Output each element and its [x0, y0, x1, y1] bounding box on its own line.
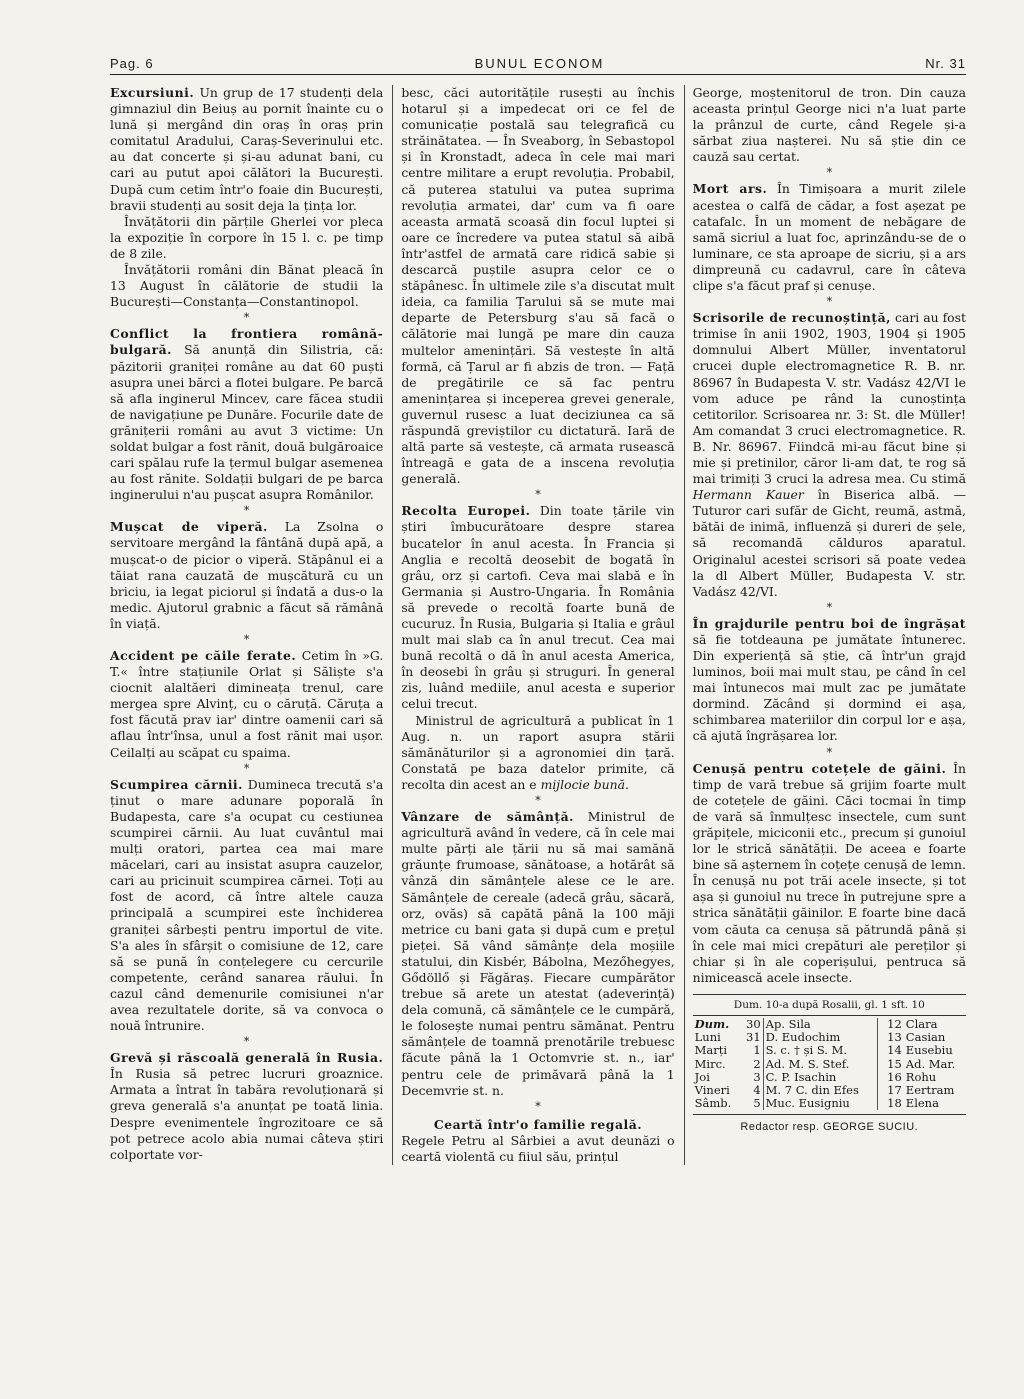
calendar-table [693, 1018, 966, 1110]
article-text: să fie totdeauna pe jumătate întunerec. Din experiență să știe, că într'un grajd luminos, boii mai mult stau, pe când în cel mai întunecos mai mult zac pe jumătate dormind. Zăcând și dormind ei așa, schimbarea materiilor din corpul lor e așa, că ajută îngrășarea lor. [692, 631, 966, 744]
article-heading: Conflict la frontiera română-bulgară. [110, 326, 384, 358]
columns [110, 85, 966, 1165]
article-greva [110, 1050, 383, 1163]
article-heading: Excursiuni. [110, 85, 195, 100]
separator-star: * [826, 295, 833, 309]
article-text: George, moștenitorul de tron. Din cauza aceasta prințul George nici n'a luat parte la prânzul de curte, când Regele și-a sărbat ziua nașterei. Nu să știe din ce cauză sau certat. [692, 85, 966, 165]
calendar-box [693, 994, 966, 1136]
calendar-cell-day: Dum. [694, 1016, 730, 1031]
calendar-cell-n1: 31 [737, 1031, 764, 1044]
calendar-cell-s2: Eusebiu [905, 1043, 953, 1058]
calendar-cell-s2: Clara [905, 1016, 938, 1031]
separator-star: * [826, 166, 833, 180]
article-scrisori [693, 310, 966, 600]
calendar-cell-day: Sâmb. [694, 1096, 732, 1111]
article-text: besc, căci autoritățile rusești au închis hotarul și a impedecat ori ce fel de comunicație postală sau telegrafică cu străinătatea. — În Sveaborg, în Sebastopol și în Kronstadt, adeca în cele mai mari centre militare a erupt revoluția. Probabil, că puterea statului va putea suprima revoluția armatei, dar' cum va fi oare aceasta armată scoasă din focul luptei și oare ce încredere va putea statul să aibă într'astfel de armată care ridică sabie și descarcă puștile asupra celor ce o stăpânesc. În ultimele zile s'a discutat mult ideia, ca familia Țarului să se mute mai departe de Petersburg s'au să facă o călătorie mai lungă pe mare din cauza multelor amenințări. Să vestește în altă formă, că Țarul ar fi abzis de tron. — Față de pregătirile ce să fac pentru amenințarea și inceperea grevei generale, guvernul rusesc a luat deciziunea ca să răspundă greviștilor cu dictatură. Iară de altă parte să vestește, că armata rusească întreagă e gata de a inscena revoluția generală. [401, 85, 675, 487]
column-1 [110, 85, 383, 1165]
calendar-cell-n1: 2 [737, 1058, 764, 1071]
article-recolta-2 [401, 713, 674, 793]
article-heading: Accident pe căile ferate. [110, 648, 297, 663]
calendar-cell-s1: C. P. Isachin [763, 1071, 877, 1084]
calendar-cell-n2: 15 [887, 1056, 902, 1071]
article-recolta [401, 503, 674, 712]
separator-star: * [243, 311, 250, 325]
article-heading: Recolta Europei. [401, 503, 531, 519]
page-number: Pag. 6 [110, 56, 154, 71]
issue-number: Nr. 31 [925, 56, 966, 71]
calendar-cell-s2: Eertram [905, 1082, 955, 1097]
calendar-cell-s1: S. c. † și S. M. [763, 1044, 877, 1057]
article-text: În Timișoara a murit zilele acestea o calfă de cădar, a fost așezat pe catafalc. În un moment de nebăgare de samă sicriul a luat foc, aprinzându-se de o luminare, ce sta aproape de sicriu, și a ars dimpreună cu cadavrul, care în câteva clipe s'a făcut praf și cenușe. [692, 181, 966, 294]
article-accident [110, 648, 383, 761]
calendar-cell-s1: M. 7 C. din Efes [763, 1084, 877, 1097]
calendar-row [693, 1058, 966, 1071]
calendar-cell-s2: Rohu [905, 1069, 937, 1084]
article-text: În timp de vară trebue să grijim foarte mult de cotețele de găini. Căci tocmai în timp de vară să înmulțesc insectele, cum sunt grăpițele, miciconii etc., precum și gunoiul lor le strică sănătății. De aceea e foarte bine să așternem în coțețe cenușă de lemn. În cenușă nu pot trăi acele insecte, și tot așa și gunoiul nu trece în putrejune spre a strica sănătății găinilor. E foarte bine dacă vom căuta ca cenușa să pătrundă până și în cele mai mici crepături ale pereților și chiar și în ale coperișului, pentruca să nimicească acele insecte. [692, 760, 966, 985]
calendar-row [693, 1097, 966, 1110]
article-vanzare [401, 809, 674, 1099]
calendar-cell-n1: 30 [737, 1018, 764, 1031]
separator-star: * [243, 1035, 250, 1049]
separator-star: * [535, 1099, 541, 1113]
calendar-cell-n2: 18 [887, 1096, 902, 1111]
calendar-cell-s2: Ad. Mar. [905, 1056, 956, 1071]
article-muscat [110, 519, 383, 632]
article-heading: Mușcat de viperă. [110, 519, 268, 535]
article-text: Învățătorii din părțile Gherlei vor pleca la expoziție în corpore în 15 l. c. pe timp de 8 zile. [110, 213, 384, 261]
article-text: cari au fost trimise în anii 1902, 1903, 1904 și 1905 domnului Albert Müller, inventatorul crucei duple electromagnetice R. B. nr. 86967 în Budapesta V. str. Vadász 42/VI le vom aduce pe rând la cunoștința cetitorilor. Scrisoarea nr. 3: St. dle Müller! Am comandat 3 cruci electromagnetice. R. B. Nr. 86967. Fiindcă mi-au făcut bine și mie și pretinilor, căror li-am dat, te rog să mai trimiți 3 cruci la adresa mea. Cu stimă [692, 310, 966, 487]
calendar-cell-day: Marți [694, 1043, 728, 1058]
article-heading: Vânzare de sămânță. [401, 809, 574, 825]
article-grajd [693, 616, 966, 745]
article-conflict [110, 326, 383, 503]
calendar-row [693, 1071, 966, 1084]
calendar-cell-s2: Casian [905, 1030, 946, 1045]
article-text: Regele Petru al Sârbiei a avut deunăzi o ceartă violentă cu fiiul său, prințul [401, 1132, 675, 1164]
calendar-cell-day: Joi [694, 1069, 710, 1084]
article-heading: Grevă și răscoală generală în Rusia. [110, 1050, 384, 1066]
calendar-cell-n1: 3 [737, 1071, 764, 1084]
article-emphasis: mijlocie bună. [540, 776, 629, 792]
column-2 [392, 85, 674, 1165]
article-text: Cetim în »G. T.« între stațiunile Orlat și Săliște s'a ciocnit alaltăeri dimineața trenul, care mergea spre Alvinț, cu o căruță. Căruța a fost făcută prav iar' dintre oamenii cari să aflau într'însa, unul a fost rănit mai ușor. Ceilalți au scăpat cu spaima. [110, 648, 384, 760]
calendar-caption: Dum. 10-a după Rosalii, gl. 1 sft. 10 [693, 997, 966, 1016]
article-text: Ministrul de agricultură având în vedere, că în cele mai multe părți ale țării nu să mai samănă grăunțe frumoase, sănătoase, a hotărât să vânză din sămânțele alese ce le are. Sămânțele de cereale (adecă grâu, săcară, orz, ovăs) să capătă până la 100 măji metrice cu bani gata și după cum e prețul pieței. Să vând sămânțe dela moșiile statului, din Kisbér, Bábolna, Mezőhegyes, Gődöllő și Făgăraș. Fiecare cumpărător trebue să arete un atestat (adeverință) dela comună, că sămânțele ce le cumpără, le folosește numai pentru sămănat. Pentru sămânțele de toamnă prenotările trebuesc făcute până la 1 Octomvrie st. n., iar' pentru cele de primăvară până la 1 Decemvrie st. n. [401, 809, 675, 1098]
article-text: în Biserica albă. — Tuturor cari sufăr de Gicht, reumă, astmă, bătăi de inimă, influenză și dureri de șele, să recomandă călduros aparatul. Originalul acestei scrisori să poate vedea la dl Albert Müller, Budapesta V. str. Vadász 42/VI. [692, 487, 966, 599]
article-heading: Ceartă într'o familie regală. [433, 1116, 643, 1132]
calendar-cell-n2: 12 [887, 1016, 902, 1031]
article-text: Să anunță din Silistria, că: păzitorii graniței române au dat 60 puști asupra unei bărci a flotei bulgare. Pe barcă să afla inginerul Mincev, care făcea studii de navigațiune pe Dunăre. Focurile date de grănițerii români au avut 3 victime: Un soldat bulgar a fost rănit, două bulgăroaice cari spălau rufe la țermul bulgar asemenea au fost rănite. Soldații bulgari de pe barca inginerului n'au pușcat asupra Românilor. [110, 342, 384, 503]
calendar-cell-n2: 13 [887, 1030, 902, 1045]
article-heading: În grajdurile pentru boi de îngrășat [692, 615, 966, 631]
calendar-cell-s2: Elena [905, 1096, 939, 1111]
separator-star: * [243, 761, 250, 775]
separator-star: * [535, 488, 541, 502]
article-mort [693, 181, 966, 294]
article-text: Un grup de 17 studenți dela gimnaziul din Beiuș au pornit înainte cu o lună și mergând din oraș în oraș prin comitatul Aradului, Caraș-Severinului etc. au dat concerte și și-au adunat bani, cu cari au putut apoi călători la București. După cum cetim într'o foaie din București, bravii studenți au sosit deja la țința lor. [110, 85, 384, 213]
calendar-row [693, 1044, 966, 1057]
article-text: Din toate țările vin știri îmbucurătoare despre starea bucatelor în anul acesta. În Francia și Anglia e recoltă deosebit de bogată în grâu, orz și cartofi. Ceva mai slabă e în Germania și Austro-Ungaria. În România să prevede o recoltă foarte bună de cucuruz. În Rusia, Bulgaria și Italia e grâul mult mai slab ca în anul trecut. Cea mai bună recoltă o dă în anul acesta America, în deosebi în grâu și struguri. În general zis, luând mediile, anul acesta e superior celui trecut. [401, 503, 675, 712]
calendar-cell-n1: 4 [737, 1084, 764, 1097]
article-cenusa [693, 761, 966, 986]
calendar-cell-s1: Ad. M. S. Stef. [763, 1058, 877, 1071]
calendar-cell-day: Vineri [694, 1082, 730, 1097]
article-scumpirea [110, 777, 383, 1035]
separator-star: * [243, 633, 250, 646]
separator-star: * [535, 794, 541, 808]
separator-star: * [826, 600, 833, 614]
calendar-cell-s1: D. Eudochim [763, 1031, 877, 1044]
article-heading: Mort ars. [692, 181, 768, 197]
article-heading: Cenușă pentru cotețele de găini. [692, 760, 947, 776]
editor-line: Redactor resp. GEORGE SUCIU. [693, 1114, 966, 1135]
calendar-cell-n2: 14 [887, 1043, 902, 1058]
article-text: La Zsolna o servitoare mergând la fântână după apă, a mușcat-o de picior o viperă. Stăpânul ei a tăiat rana cauzată de mușcătură cu un briciu, ia legat piciorul și îndată a dus-o la medic. Ajutorul grabnic a făcut să rămână în viață. [110, 519, 384, 631]
article-text: Învățătorii români din Bănat pleacă în 13 August în călătorie de studii la București—Constanța—Constantinopol. [110, 262, 384, 310]
calendar-cell-day: Luni [694, 1030, 721, 1045]
calendar-cell-day: Mirc. [694, 1056, 726, 1071]
calendar-cell-s1: Ap. Sila [763, 1018, 877, 1031]
article-excursiuni [110, 85, 383, 214]
newspaper-title: BUNUL ECONOM [474, 56, 605, 71]
article-text: Ministrul de agricultură a publicat în 1 Aug. n. un raport asupra stării sămănăturilor și a agronomiei din țară. Constată pe baza datelor primite, că recolta din acest an e [401, 712, 675, 792]
article-heading: Scrisorile de recunoștință, [692, 310, 891, 326]
article-text: În Rusia să petrec lucruri groaznice. Armata a întrat în tabăra revoluționară și greva generală s'a anunțat pe toată linia. Despre evenimentele îngrozitoare ce să pot petrece acolo abia numai câteva știri colportate vor- [110, 1066, 384, 1162]
signature-name: Hermann Kauer [692, 487, 804, 503]
calendar-cell-n2: 16 [887, 1069, 902, 1084]
calendar-cell-n1: 1 [737, 1044, 764, 1057]
article-heading: Scumpirea cărnii. [110, 776, 243, 792]
separator-star: * [826, 745, 833, 759]
separator-star: * [243, 504, 250, 518]
calendar-cell-n1: 5 [737, 1097, 764, 1110]
calendar-cell-s1: Muc. Eusigniu [763, 1097, 877, 1110]
page-header [110, 56, 966, 75]
article-text: Dumineca trecută s'a ținut o mare adunare poporală în Budapesta, care s'a ocupat cu cestiunea scumpirei cărnii. Au luat cuvântul mai mulți oratori, partea cea mai mare măcelari, cari au insistat asupra cauzelor, cari au pricinuit scumpirea cărnei. Toți au fost de acord, că între altele cauza principală a scumpirei este închiderea graniței sârbești pentru importul de vite. S'a ales în sfârșit o comisiune de 12, care să se pună în conțelegere cu cercurile competente, cerând sanarea răului. În cazul când demenurile comisiunei n'ar avea rezultatele dorite, să va convoca o nouă întrunire. [110, 776, 384, 1034]
column-3 [684, 85, 966, 1165]
calendar-cell-n2: 17 [887, 1082, 902, 1097]
